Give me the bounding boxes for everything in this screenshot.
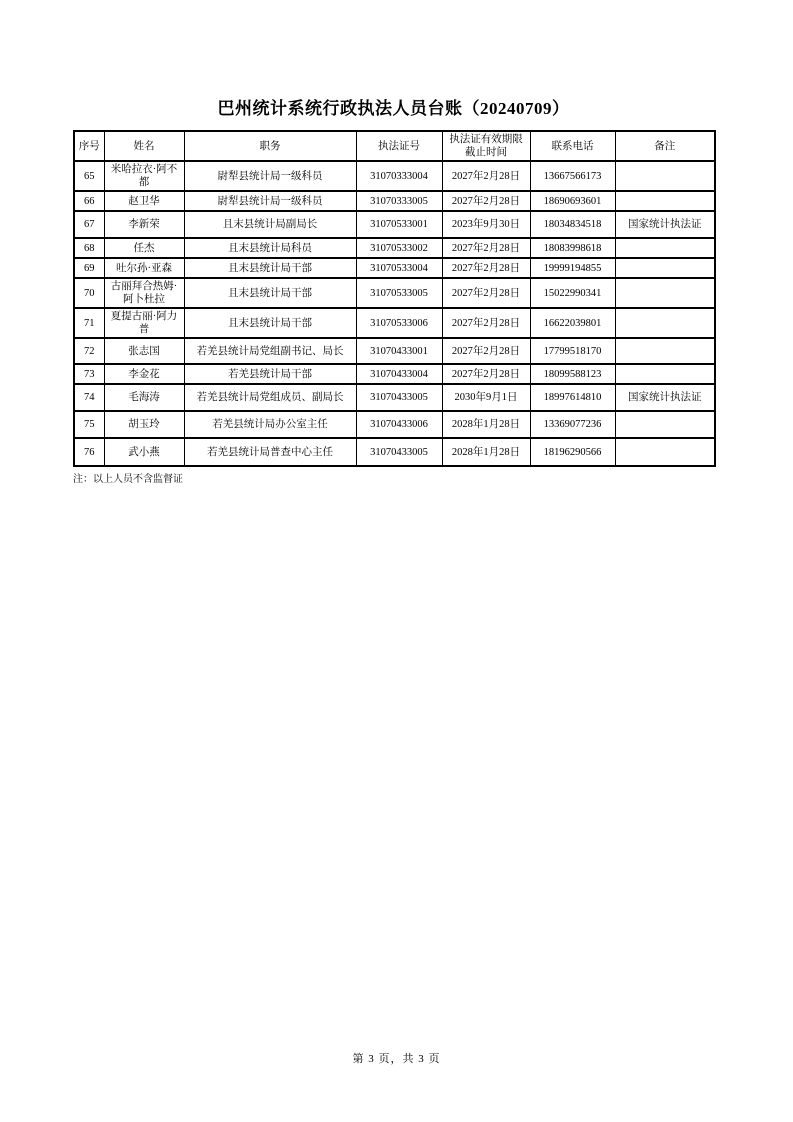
table-cell: 若羌县统计局干部 bbox=[184, 364, 356, 384]
column-header: 序号 bbox=[74, 131, 104, 161]
table-cell: 15022990341 bbox=[530, 278, 615, 308]
document-content bbox=[73, 0, 714, 485]
table-row bbox=[74, 238, 715, 258]
table-cell: 68 bbox=[74, 238, 104, 258]
table-header-row bbox=[74, 131, 715, 161]
table-cell: 16622039801 bbox=[530, 308, 615, 338]
column-header: 执法证有效期限截止时间 bbox=[442, 131, 530, 161]
table-cell: 国家统计执法证 bbox=[615, 384, 715, 411]
table-cell: 31070333004 bbox=[356, 161, 442, 191]
table-cell: 国家统计执法证 bbox=[615, 211, 715, 238]
table-cell bbox=[615, 278, 715, 308]
table-row bbox=[74, 438, 715, 466]
table-cell: 张志国 bbox=[104, 338, 184, 364]
table-cell: 18083998618 bbox=[530, 238, 615, 258]
table-cell: 李金花 bbox=[104, 364, 184, 384]
table-cell bbox=[615, 364, 715, 384]
page-number: 第 3 页，共 3 页 bbox=[352, 1053, 441, 1065]
table-cell: 18099588123 bbox=[530, 364, 615, 384]
table-cell: 若羌县统计局普查中心主任 bbox=[184, 438, 356, 466]
table-cell: 古丽拜合热姆·阿卜杜拉 bbox=[104, 278, 184, 308]
table-cell: 31070533006 bbox=[356, 308, 442, 338]
table-cell: 若羌县统计局党组副书记、局长 bbox=[184, 338, 356, 364]
table-cell: 31070533004 bbox=[356, 258, 442, 278]
table-cell: 18034834518 bbox=[530, 211, 615, 238]
table-cell: 且末县统计局干部 bbox=[184, 308, 356, 338]
table-cell: 2027年2月28日 bbox=[442, 191, 530, 211]
table-cell: 31070333005 bbox=[356, 191, 442, 211]
column-header: 执法证号 bbox=[356, 131, 442, 161]
table-cell: 2027年2月28日 bbox=[442, 364, 530, 384]
table-cell: 赵卫华 bbox=[104, 191, 184, 211]
column-header: 联系电话 bbox=[530, 131, 615, 161]
table-cell: 2030年9月1日 bbox=[442, 384, 530, 411]
table-cell: 31070533005 bbox=[356, 278, 442, 308]
table-cell: 31070433006 bbox=[356, 411, 442, 438]
table-body bbox=[74, 161, 715, 466]
table-cell: 武小燕 bbox=[104, 438, 184, 466]
table-cell: 尉犁县统计局一级科员 bbox=[184, 191, 356, 211]
table-row bbox=[74, 211, 715, 238]
table-cell bbox=[615, 411, 715, 438]
table-cell: 2028年1月28日 bbox=[442, 438, 530, 466]
table-cell: 若羌县统计局办公室主任 bbox=[184, 411, 356, 438]
table-cell: 李新荣 bbox=[104, 211, 184, 238]
column-header: 备注 bbox=[615, 131, 715, 161]
table-row bbox=[74, 278, 715, 308]
table-cell bbox=[615, 258, 715, 278]
table-cell: 且末县统计局副局长 bbox=[184, 211, 356, 238]
table-cell: 米哈拉衣·阿不都 bbox=[104, 161, 184, 191]
table-cell: 17799518170 bbox=[530, 338, 615, 364]
table-cell: 13667566173 bbox=[530, 161, 615, 191]
table-cell: 18196290566 bbox=[530, 438, 615, 466]
table-cell: 2027年2月28日 bbox=[442, 258, 530, 278]
table-cell: 76 bbox=[74, 438, 104, 466]
table-cell: 且末县统计局科员 bbox=[184, 238, 356, 258]
table-cell: 尉犁县统计局一级科员 bbox=[184, 161, 356, 191]
table-cell: 71 bbox=[74, 308, 104, 338]
table-cell: 31070433001 bbox=[356, 338, 442, 364]
table-cell: 13369077236 bbox=[530, 411, 615, 438]
table-row bbox=[74, 191, 715, 211]
table-cell bbox=[615, 191, 715, 211]
table-cell: 65 bbox=[74, 161, 104, 191]
column-header: 职务 bbox=[184, 131, 356, 161]
table-cell: 74 bbox=[74, 384, 104, 411]
table-cell: 69 bbox=[74, 258, 104, 278]
table-cell: 31070433005 bbox=[356, 438, 442, 466]
table-footnote: 注：以上人员不含监督证 bbox=[73, 474, 183, 485]
table-cell: 胡玉玲 bbox=[104, 411, 184, 438]
table-row bbox=[74, 384, 715, 411]
table-cell: 毛海涛 bbox=[104, 384, 184, 411]
table-cell: 2027年2月28日 bbox=[442, 308, 530, 338]
table-cell: 2027年2月28日 bbox=[442, 338, 530, 364]
table-cell: 73 bbox=[74, 364, 104, 384]
table-cell bbox=[615, 161, 715, 191]
table-cell bbox=[615, 238, 715, 258]
table-row bbox=[74, 364, 715, 384]
table-cell: 2028年1月28日 bbox=[442, 411, 530, 438]
table-cell: 若羌县统计局党组成员、副局长 bbox=[184, 384, 356, 411]
table-cell: 31070433005 bbox=[356, 384, 442, 411]
table-cell: 2023年9月30日 bbox=[442, 211, 530, 238]
table-cell: 31070433004 bbox=[356, 364, 442, 384]
table-cell bbox=[615, 338, 715, 364]
table-row bbox=[74, 338, 715, 364]
table-cell: 70 bbox=[74, 278, 104, 308]
table-cell: 75 bbox=[74, 411, 104, 438]
table-cell: 19999194855 bbox=[530, 258, 615, 278]
table-cell bbox=[615, 308, 715, 338]
table-cell: 吐尔孙·亚森 bbox=[104, 258, 184, 278]
table-cell bbox=[615, 438, 715, 466]
table-cell: 66 bbox=[74, 191, 104, 211]
table-row bbox=[74, 308, 715, 338]
table-cell: 18997614810 bbox=[530, 384, 615, 411]
table-cell: 2027年2月28日 bbox=[442, 278, 530, 308]
table-row bbox=[74, 411, 715, 438]
table-cell: 2027年2月28日 bbox=[442, 238, 530, 258]
table-cell: 2027年2月28日 bbox=[442, 161, 530, 191]
table-cell: 夏提古丽·阿力普 bbox=[104, 308, 184, 338]
table-cell: 任杰 bbox=[104, 238, 184, 258]
table-cell: 31070533001 bbox=[356, 211, 442, 238]
table-cell: 18690693601 bbox=[530, 191, 615, 211]
table-cell: 且末县统计局干部 bbox=[184, 258, 356, 278]
page-title: 巴州统计系统行政执法人员台账（20240709） bbox=[217, 99, 570, 118]
table-cell: 31070533002 bbox=[356, 238, 442, 258]
table-row bbox=[74, 258, 715, 278]
table-row bbox=[74, 161, 715, 191]
personnel-table bbox=[73, 130, 716, 467]
table-cell: 67 bbox=[74, 211, 104, 238]
table-cell: 且末县统计局干部 bbox=[184, 278, 356, 308]
table-cell: 72 bbox=[74, 338, 104, 364]
column-header: 姓名 bbox=[104, 131, 184, 161]
